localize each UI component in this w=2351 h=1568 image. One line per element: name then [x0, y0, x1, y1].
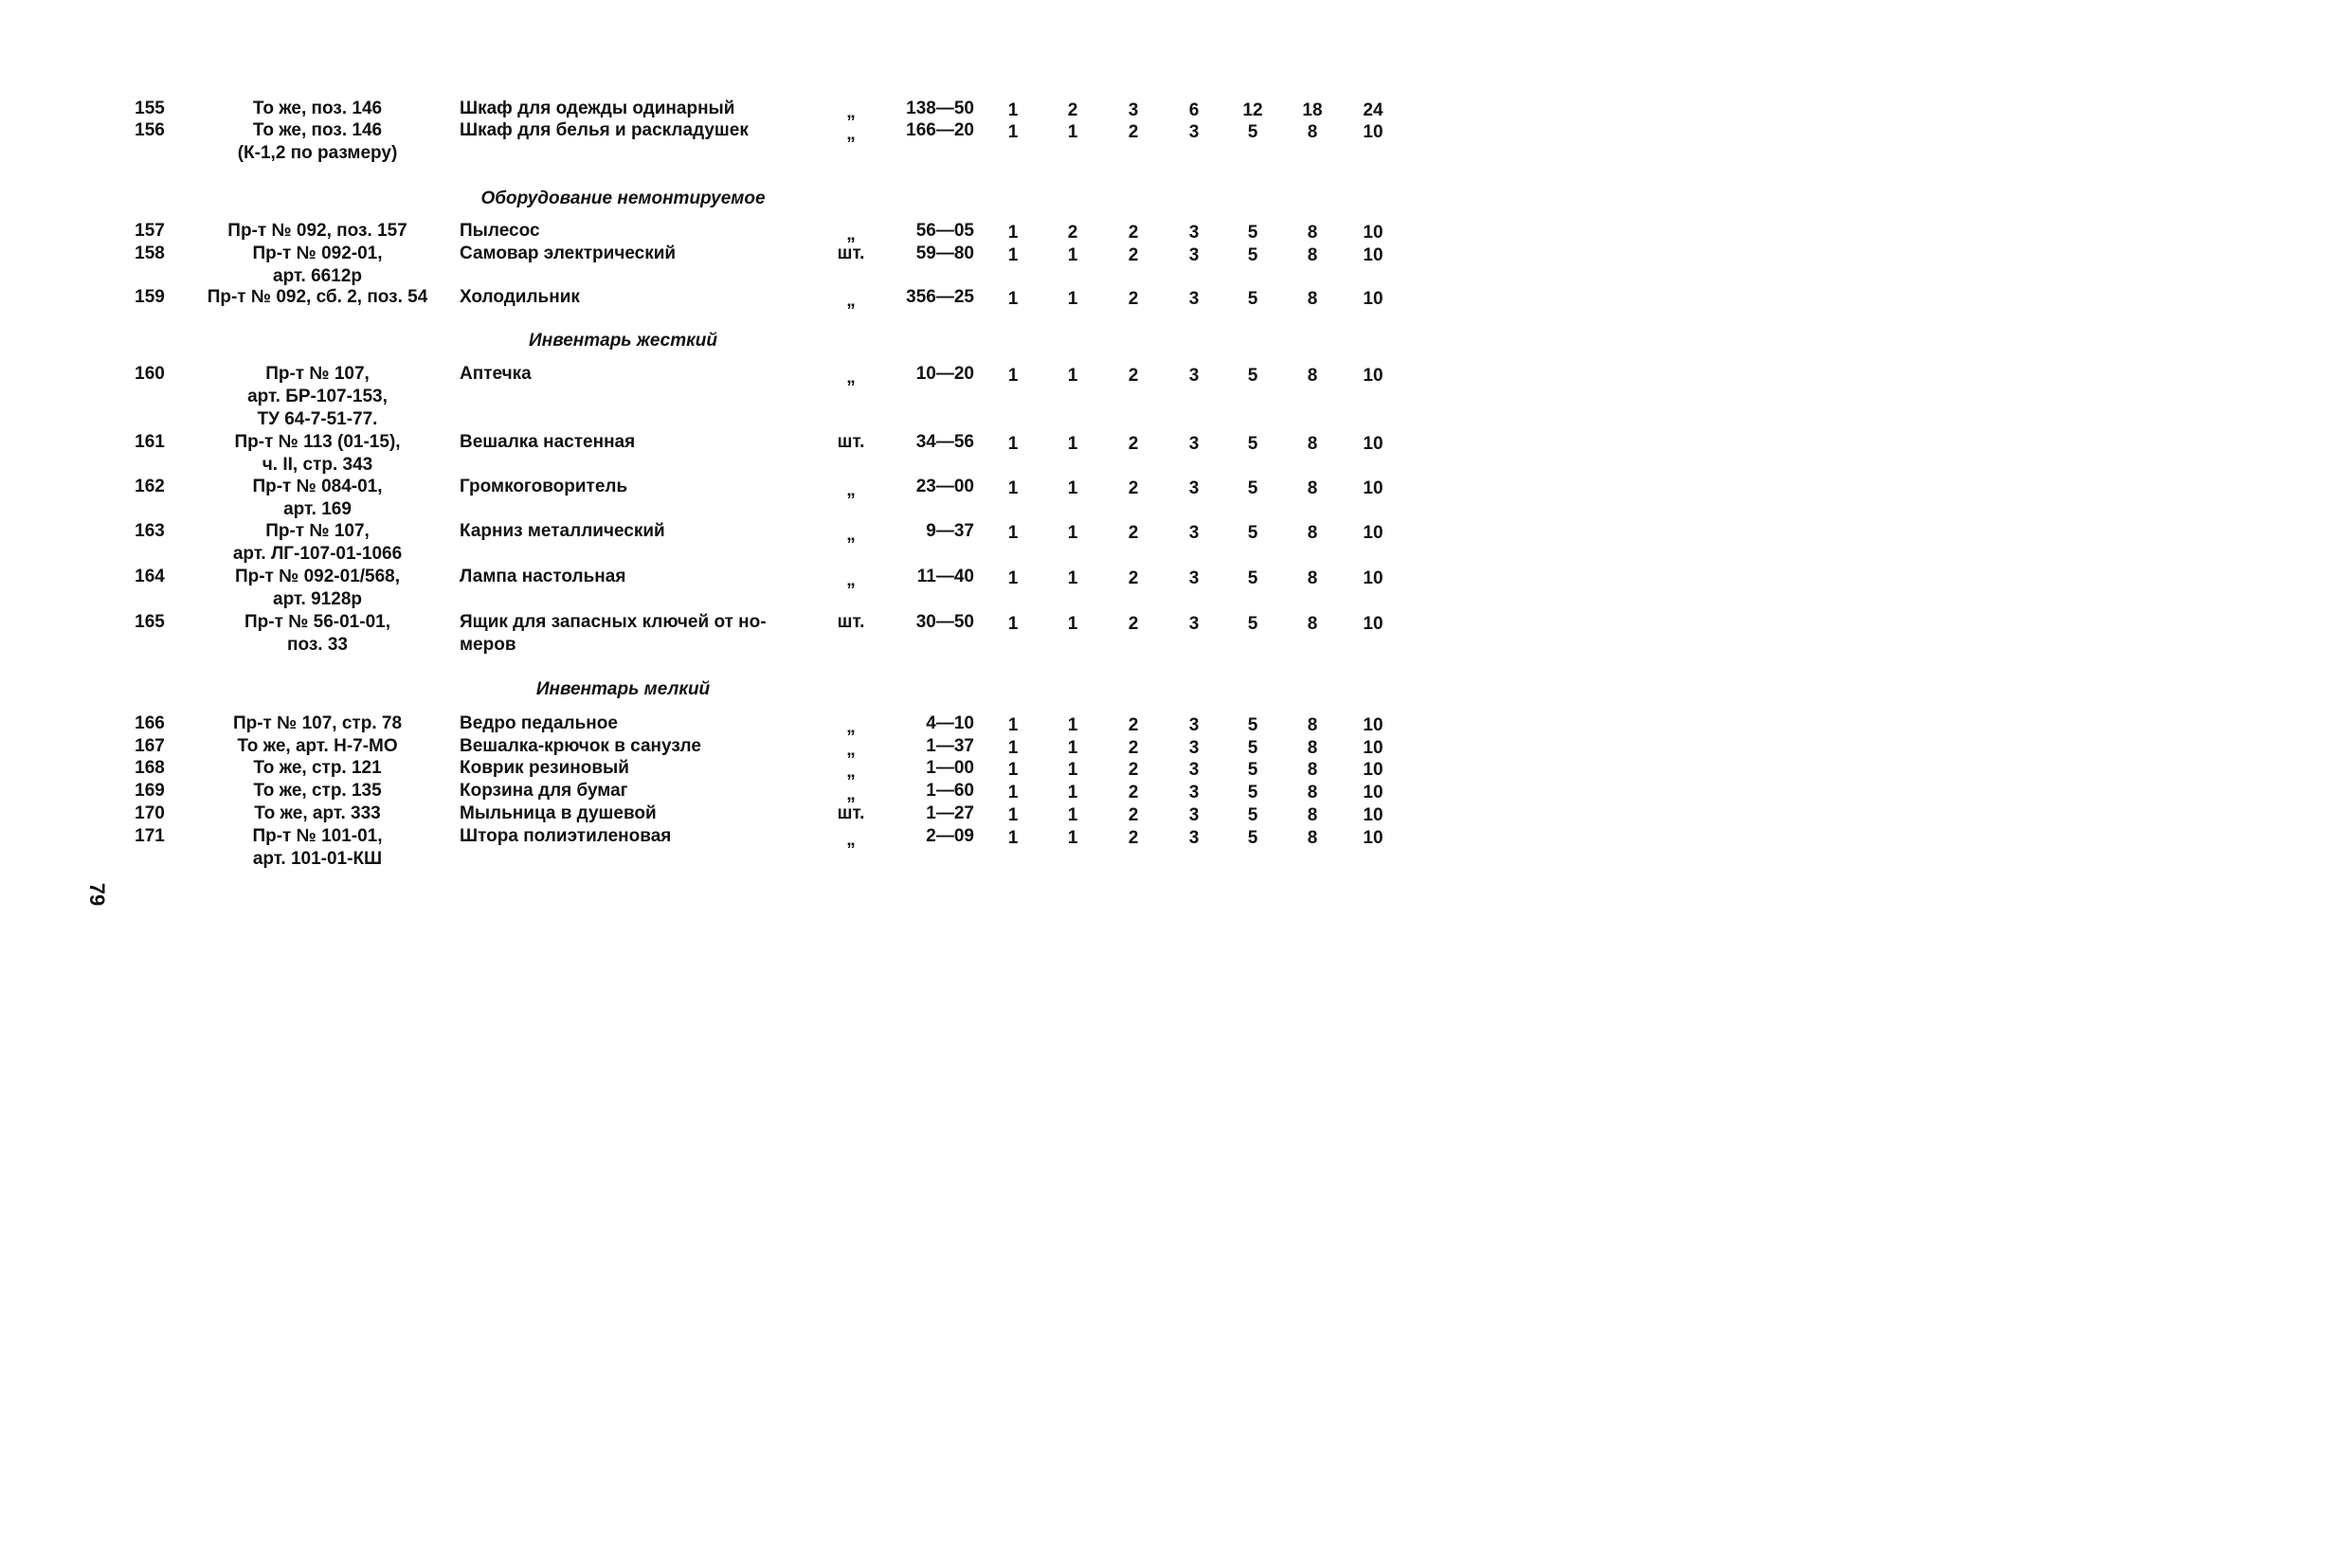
quantity-column-6: 8	[1307, 783, 1318, 802]
source-reference-line: То же, стр. 135	[253, 781, 382, 801]
unit-price: 30—50	[915, 612, 974, 632]
item-name-line: Карниз металлический	[460, 521, 665, 541]
quantity-column-2: 1	[1067, 715, 1078, 735]
unit-of-measure: шт.	[837, 803, 865, 823]
unit-price: 1—37	[926, 736, 974, 756]
quantity-column-1: 1	[1007, 614, 1019, 634]
quantity-column-2: 1	[1067, 523, 1078, 543]
unit-of-measure: „	[846, 784, 856, 804]
quantity-column-3: 2	[1128, 223, 1139, 243]
item-name-line: Шкаф для белья и раскладушек	[460, 120, 749, 140]
source-reference-line: Пр-т № 092-01,	[252, 243, 383, 263]
quantity-column-1: 1	[1007, 289, 1019, 309]
item-number: 169	[135, 781, 165, 801]
unit-price: 34—56	[915, 432, 974, 452]
unit-of-measure: „	[846, 570, 856, 590]
quantity-column-6: 8	[1307, 805, 1318, 825]
unit-price: 59—80	[915, 243, 974, 263]
item-name-line: Мыльница в душевой	[460, 803, 657, 823]
unit-of-measure: шт.	[837, 432, 865, 452]
item-name-line: Коврик резиновый	[460, 758, 629, 778]
item-number: 161	[135, 432, 165, 452]
unit-price: 23—00	[915, 477, 974, 496]
quantity-column-6: 8	[1307, 434, 1318, 454]
quantity-column-2: 1	[1067, 783, 1078, 802]
quantity-column-2: 1	[1067, 805, 1078, 825]
quantity-column-2: 1	[1067, 366, 1078, 386]
quantity-column-5: 5	[1247, 715, 1258, 735]
quantity-column-7: 10	[1363, 783, 1383, 802]
quantity-column-5: 5	[1247, 523, 1258, 543]
quantity-column-3: 2	[1128, 805, 1139, 825]
quantity-column-1: 1	[1007, 568, 1019, 588]
quantity-column-4: 3	[1188, 122, 1200, 142]
quantity-column-1: 1	[1007, 523, 1019, 543]
item-name-line: Аптечка	[460, 364, 532, 384]
quantity-column-7: 10	[1363, 523, 1383, 543]
quantity-column-3: 2	[1128, 245, 1139, 265]
source-reference-line: арт. 101-01-КШ	[252, 849, 383, 869]
item-name-line: Лампа настольная	[460, 567, 626, 586]
item-name-line: Ведро педальное	[460, 713, 618, 733]
quantity-column-4: 3	[1188, 223, 1200, 243]
quantity-column-6: 8	[1307, 715, 1318, 735]
source-reference-line: Пр-т № 107, стр. 78	[232, 713, 403, 733]
unit-price: 9—37	[926, 521, 974, 541]
unit-of-measure: „	[846, 740, 856, 760]
table-row	[0, 520, 1472, 564]
quantity-column-5: 5	[1247, 614, 1258, 634]
section-heading: Инвентарь мелкий	[535, 679, 711, 699]
quantity-column-3: 2	[1128, 568, 1139, 588]
source-reference-line: Пр-т № 092-01/568,	[234, 567, 401, 586]
unit-of-measure: „	[846, 480, 856, 500]
item-name-line: Вешалка-крючок в санузле	[460, 736, 701, 756]
quantity-column-6: 8	[1307, 245, 1318, 265]
quantity-column-6: 8	[1307, 122, 1318, 142]
quantity-column-1: 1	[1007, 760, 1019, 780]
quantity-column-5: 5	[1247, 783, 1258, 802]
quantity-column-4: 3	[1188, 738, 1200, 758]
quantity-column-5: 5	[1247, 478, 1258, 498]
quantity-column-1: 1	[1007, 738, 1019, 758]
unit-of-measure: „	[846, 102, 856, 122]
quantity-column-5: 5	[1247, 828, 1258, 848]
quantity-column-4: 3	[1188, 760, 1200, 780]
quantity-column-2: 1	[1067, 122, 1078, 142]
quantity-column-3: 2	[1128, 478, 1139, 498]
quantity-column-1: 1	[1007, 478, 1019, 498]
quantity-column-7: 10	[1363, 805, 1383, 825]
quantity-column-7: 10	[1363, 289, 1383, 309]
item-name-line: Вешалка настенная	[460, 432, 636, 452]
quantity-column-7: 10	[1363, 122, 1383, 142]
quantity-column-5: 5	[1247, 805, 1258, 825]
item-number: 157	[135, 221, 165, 241]
table-row	[0, 802, 1472, 825]
source-reference-line: Пр-т № 092, поз. 157	[227, 221, 407, 241]
quantity-column-3: 2	[1128, 715, 1139, 735]
quantity-column-1: 1	[1007, 805, 1019, 825]
quantity-column-2: 1	[1067, 760, 1078, 780]
quantity-column-6: 8	[1307, 760, 1318, 780]
unit-of-measure: „	[846, 717, 856, 737]
unit-price: 2—09	[926, 826, 974, 846]
quantity-column-5: 5	[1247, 223, 1258, 243]
unit-of-measure: шт.	[837, 243, 865, 263]
quantity-column-4: 3	[1188, 366, 1200, 386]
source-reference-line: Пр-т № 084-01,	[252, 477, 383, 496]
quantity-column-6: 8	[1307, 523, 1318, 543]
item-number: 155	[135, 99, 165, 118]
quantity-column-7: 10	[1363, 568, 1383, 588]
item-name-line: Ящик для запасных ключей от но-	[460, 612, 767, 632]
table-row	[0, 286, 1472, 309]
unit-price: 166—20	[906, 120, 974, 140]
source-reference-line: арт. 9128р	[273, 589, 362, 609]
item-name-line: Холодильник	[460, 287, 580, 307]
unit-price: 1—27	[926, 803, 974, 823]
quantity-column-3: 2	[1128, 828, 1139, 848]
source-reference-line: То же, арт. Н-7-МО	[237, 736, 398, 756]
quantity-column-5: 5	[1247, 760, 1258, 780]
quantity-column-6: 8	[1307, 738, 1318, 758]
quantity-column-2: 2	[1067, 223, 1078, 243]
quantity-column-4: 3	[1188, 478, 1200, 498]
quantity-column-6: 8	[1307, 366, 1318, 386]
quantity-column-6: 8	[1307, 614, 1318, 634]
quantity-column-7: 10	[1363, 245, 1383, 265]
quantity-column-5: 12	[1242, 100, 1263, 120]
item-name-line: Штора полиэтиленовая	[460, 826, 672, 846]
table-row	[0, 735, 1472, 758]
quantity-column-5: 5	[1247, 366, 1258, 386]
quantity-column-7: 10	[1363, 434, 1383, 454]
table-row	[0, 243, 1472, 286]
unit-price: 56—05	[915, 221, 974, 241]
quantity-column-4: 3	[1188, 783, 1200, 802]
quantity-column-6: 8	[1307, 568, 1318, 588]
table-row	[0, 431, 1472, 475]
quantity-column-4: 3	[1188, 523, 1200, 543]
table-row	[0, 220, 1472, 243]
quantity-column-3: 2	[1128, 434, 1139, 454]
quantity-column-2: 1	[1067, 738, 1078, 758]
quantity-column-3: 2	[1128, 523, 1139, 543]
quantity-column-3: 2	[1128, 289, 1139, 309]
quantity-column-7: 10	[1363, 614, 1383, 634]
table-row	[0, 119, 1472, 163]
item-name-line: меров	[460, 635, 516, 655]
table-row	[0, 363, 1472, 429]
section-heading: Инвентарь жесткий	[529, 331, 717, 351]
quantity-column-1: 1	[1007, 715, 1019, 735]
source-reference-line: арт. БР-107-153,	[247, 387, 388, 406]
source-reference-line: Пр-т № 101-01,	[252, 826, 383, 846]
item-number: 156	[135, 120, 165, 140]
quantity-column-7: 10	[1363, 828, 1383, 848]
item-name-line: Корзина для бумаг	[460, 781, 628, 801]
item-number: 164	[135, 567, 165, 586]
source-reference-line: То же, поз. 146	[252, 120, 383, 140]
quantity-column-4: 3	[1188, 434, 1200, 454]
unit-price: 138—50	[906, 99, 974, 118]
quantity-column-4: 3	[1188, 828, 1200, 848]
quantity-column-2: 1	[1067, 434, 1078, 454]
table-row	[0, 98, 1472, 120]
source-reference-line: Пр-т № 107,	[265, 364, 370, 384]
item-number: 168	[135, 758, 165, 778]
table-row	[0, 825, 1472, 869]
quantity-column-1: 1	[1007, 100, 1019, 120]
item-number: 165	[135, 612, 165, 632]
unit-price: 1—60	[926, 781, 974, 801]
table-row	[0, 712, 1472, 735]
quantity-column-5: 5	[1247, 122, 1258, 142]
item-number: 160	[135, 364, 165, 384]
source-reference-line: ТУ 64-7-51-77.	[257, 409, 378, 429]
item-name-line: Пылесос	[460, 221, 540, 241]
source-reference-line: арт. 6612р	[273, 266, 362, 286]
table-row	[0, 476, 1472, 519]
quantity-column-6: 8	[1307, 478, 1318, 498]
page-number: 79	[85, 882, 110, 907]
unit-price: 4—10	[926, 713, 974, 733]
quantity-column-2: 1	[1067, 245, 1078, 265]
table-row	[0, 757, 1472, 780]
item-number: 159	[135, 287, 165, 307]
quantity-column-3: 2	[1128, 738, 1139, 758]
quantity-column-5: 5	[1247, 568, 1258, 588]
table-row	[0, 611, 1472, 655]
section-heading: Оборудование немонтируемое	[480, 189, 766, 208]
quantity-column-4: 6	[1188, 100, 1200, 120]
item-number: 158	[135, 243, 165, 263]
quantity-column-4: 3	[1188, 614, 1200, 634]
item-number: 166	[135, 713, 165, 733]
item-number: 171	[135, 826, 165, 846]
quantity-column-5: 5	[1247, 289, 1258, 309]
unit-price: 11—40	[916, 567, 974, 586]
quantity-column-7: 10	[1363, 223, 1383, 243]
unit-of-measure: „	[846, 291, 856, 311]
source-reference-line: (К-1,2 по размеру)	[237, 143, 398, 163]
unit-of-measure: шт.	[837, 612, 865, 632]
source-reference-line: То же, арт. 333	[254, 803, 381, 823]
quantity-column-2: 2	[1067, 100, 1078, 120]
quantity-column-2: 1	[1067, 478, 1078, 498]
quantity-column-1: 1	[1007, 223, 1019, 243]
quantity-column-4: 3	[1188, 289, 1200, 309]
quantity-column-7: 10	[1363, 478, 1383, 498]
quantity-column-6: 18	[1302, 100, 1323, 120]
item-name-line: Шкаф для одежды одинарный	[460, 99, 735, 118]
unit-of-measure: „	[846, 762, 856, 782]
quantity-column-3: 2	[1128, 783, 1139, 802]
item-number: 163	[135, 521, 165, 541]
quantity-column-3: 2	[1128, 760, 1139, 780]
quantity-column-2: 1	[1067, 289, 1078, 309]
quantity-column-1: 1	[1007, 122, 1019, 142]
quantity-column-3: 2	[1128, 614, 1139, 634]
quantity-column-7: 10	[1363, 738, 1383, 758]
quantity-column-1: 1	[1007, 245, 1019, 265]
source-reference-line: Пр-т № 113 (01-15),	[234, 432, 401, 452]
source-reference-line: арт. 169	[283, 499, 352, 519]
item-name-line: Самовар электрический	[460, 243, 677, 263]
unit-of-measure: „	[846, 225, 856, 244]
quantity-column-6: 8	[1307, 828, 1318, 848]
quantity-column-4: 3	[1188, 805, 1200, 825]
item-number: 167	[135, 736, 165, 756]
unit-of-measure: „	[846, 830, 856, 850]
quantity-column-6: 8	[1307, 289, 1318, 309]
quantity-column-1: 1	[1007, 783, 1019, 802]
source-reference-line: Пр-т № 56-01-01,	[244, 612, 390, 632]
item-name-line: Громкоговоритель	[460, 477, 628, 496]
quantity-column-3: 2	[1128, 366, 1139, 386]
quantity-column-1: 1	[1007, 828, 1019, 848]
item-number: 170	[135, 803, 165, 823]
source-reference-line: То же, поз. 146	[252, 99, 383, 118]
quantity-column-7: 24	[1363, 100, 1383, 120]
table-row	[0, 780, 1472, 802]
source-reference-line: поз. 33	[287, 635, 348, 655]
quantity-column-4: 3	[1188, 245, 1200, 265]
unit-price: 356—25	[906, 287, 974, 307]
unit-of-measure: „	[846, 525, 856, 545]
quantity-column-1: 1	[1007, 434, 1019, 454]
quantity-column-4: 3	[1188, 568, 1200, 588]
quantity-column-5: 5	[1247, 434, 1258, 454]
source-reference-line: То же, стр. 121	[253, 758, 382, 778]
quantity-column-7: 10	[1363, 366, 1383, 386]
quantity-column-6: 8	[1307, 223, 1318, 243]
unit-price: 1—00	[926, 758, 974, 778]
source-reference-line: арт. ЛГ-107-01-1066	[232, 544, 403, 564]
source-reference-line: Пр-т № 107,	[265, 521, 370, 541]
item-number: 162	[135, 477, 165, 496]
unit-of-measure: „	[846, 124, 856, 144]
quantity-column-5: 5	[1247, 245, 1258, 265]
table-row	[0, 566, 1472, 609]
source-reference-line: ч. II, стр. 343	[262, 455, 373, 475]
quantity-column-7: 10	[1363, 760, 1383, 780]
quantity-column-4: 3	[1188, 715, 1200, 735]
quantity-column-5: 5	[1247, 738, 1258, 758]
unit-price: 10—20	[915, 364, 974, 384]
quantity-column-3: 3	[1128, 100, 1139, 120]
quantity-column-7: 10	[1363, 715, 1383, 735]
quantity-column-1: 1	[1007, 366, 1019, 386]
quantity-column-2: 1	[1067, 828, 1078, 848]
unit-of-measure: „	[846, 368, 856, 387]
source-reference-line: Пр-т № 092, сб. 2, поз. 54	[207, 287, 428, 307]
quantity-column-2: 1	[1067, 614, 1078, 634]
quantity-column-2: 1	[1067, 568, 1078, 588]
quantity-column-3: 2	[1128, 122, 1139, 142]
